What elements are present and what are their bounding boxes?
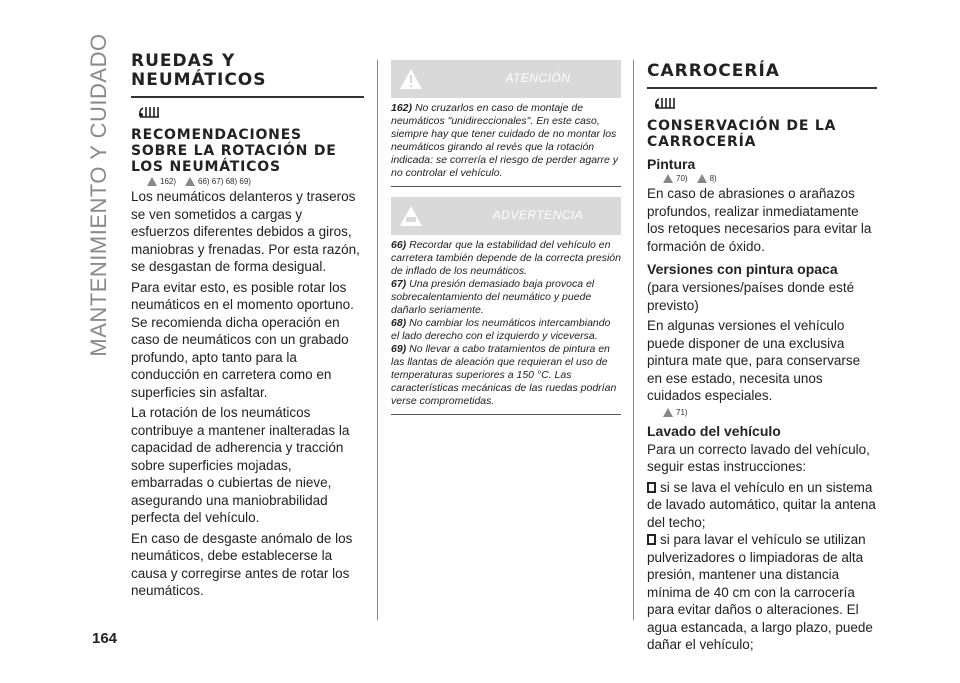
column-body [647,62,877,654]
title-rule [131,96,364,98]
warning-triangle-icon [697,174,707,183]
paragraph: Para un correcto lavado del vehículo, seguir estas instrucciones: [647,441,870,474]
column-tyres [131,52,364,603]
attention-note: 162) No cruzarlos en caso de montaje de neumáticos "unidireccionales". En este caso, siempre hay que tener cuidado de no montar los neumáticos girando al revés que la rotación indicada: se correría el riesgo de perder agarre y no controlar el vehículo. [391,102,619,179]
warning-note: 66) Recordar que la estabilidad del vehículo en carretera también depende de la correcta presión de inflado de los neumáticos. [391,239,621,277]
danger-triangle-icon [399,67,423,91]
section-title: RUEDAS Y NEUMÁTICOS [131,51,267,90]
title-rule [647,87,877,89]
paragraph: La rotación de los neumáticos contribuye a mantener inalteradas la capacidad de adherencia y tracción sobre superficies mojadas, embarradas o cubiertas de nieve, asegurando una maniobrabilidad perfecta del vehículo. [131,405,350,525]
attention-box [391,60,621,187]
subsection-title: RECOMENDACIONES SOBRE LA ROTACIÓN DE LOS NEUMÁTICOS [131,127,337,175]
note-references: 162) 66) 67) 68) 69) [147,177,364,186]
warning-note: 69) No llevar a cabo tratamientos de pintura en las llantas de aleación que requieran el uso de temperaturas superiores a 150 °C. Las características mecánicas de las ruedas podrían verse comprometidas. [391,343,617,407]
warning-triangle-icon [663,174,673,183]
warning-note: 67) Una presión demasiado baja provoca el sobrecalentamiento del neumático y puede dañarlo seriamente. [391,278,595,316]
attention-header: ATENCIÓN [391,60,621,98]
section-sidebar-label: MANTENIMIENTO Y CUIDADO [86,33,111,357]
warning-box [391,197,621,415]
paragraph: Los neumáticos delanteros y traseros se ven sometidos a cargas y esfuerzos diferentes debidos a giros, maniobras y frenadas. Por esta razón, se desgastan de forma desigual. [131,189,360,274]
subsection-title: CONSERVACIÓN DE LA CARROCERÍA [647,118,837,150]
column-divider [633,60,634,620]
tyre-pressure-icon [137,104,364,123]
warning-triangle-icon [147,177,157,186]
bullet-icon [647,482,656,493]
paragraph: Para evitar esto, es posible rotar los neumáticos en el momento oportuno. Se recomienda dicha operación en caso de neumáticos con un grabado profundo, apto tanto para la conducción en carretera como en superficies sin asfaltar. [131,279,354,400]
car-body-icon [653,95,877,114]
note-references: 71) [663,408,877,417]
warning-header: ADVERTENCIA [391,197,621,235]
list-item: si se lava el vehículo en un sistema de lavado automático, quitar la antena del techo; [647,479,876,530]
paint-heading: Pintura [647,156,696,172]
column-divider [377,60,378,620]
paragraph: En caso de desgaste anómalo de los neumáticos, debe establecerse la causa y corregirse antes de rotar los neumáticos. [131,530,353,598]
warning-triangle-icon [185,177,195,186]
warning-triangle-icon [663,408,673,417]
matte-heading: Versiones con pintura opaca [647,261,838,277]
washing-heading: Lavado del vehículo [647,422,781,439]
paragraph: En algunas versiones el vehículo puede disponer de una exclusiva pintura mate que, para conservarse en ese estado, necesita unos cuidados especiales. [647,318,861,403]
note-references: 70) 8) [663,174,877,183]
environment-triangle-icon [399,204,423,228]
warning-note: 68) No cambiar los neumáticos intercambiando el lado derecho con el izquierdo y viceversa. [391,317,611,342]
page-number: 164 [92,630,118,647]
paragraph: En caso de abrasiones o arañazos profundos, realizar inmediatamente los retoques necesarios para evitar la formación de óxido. [647,186,872,254]
bullet-icon [647,534,656,545]
paragraph: (para versiones/países donde esté previsto) [647,280,855,313]
list-item: si para lavar el vehículo se utilizan pulverizadores o limpiadoras de alta presión, mantener una distancia mínima de 40 cm con la carrocería para evitar daños o alteraciones. El agua estancada, a largo plazo, puede dañar el vehículo; [647,532,873,652]
section-title: CARROCERÍA [647,61,780,81]
column-notes [391,60,621,425]
